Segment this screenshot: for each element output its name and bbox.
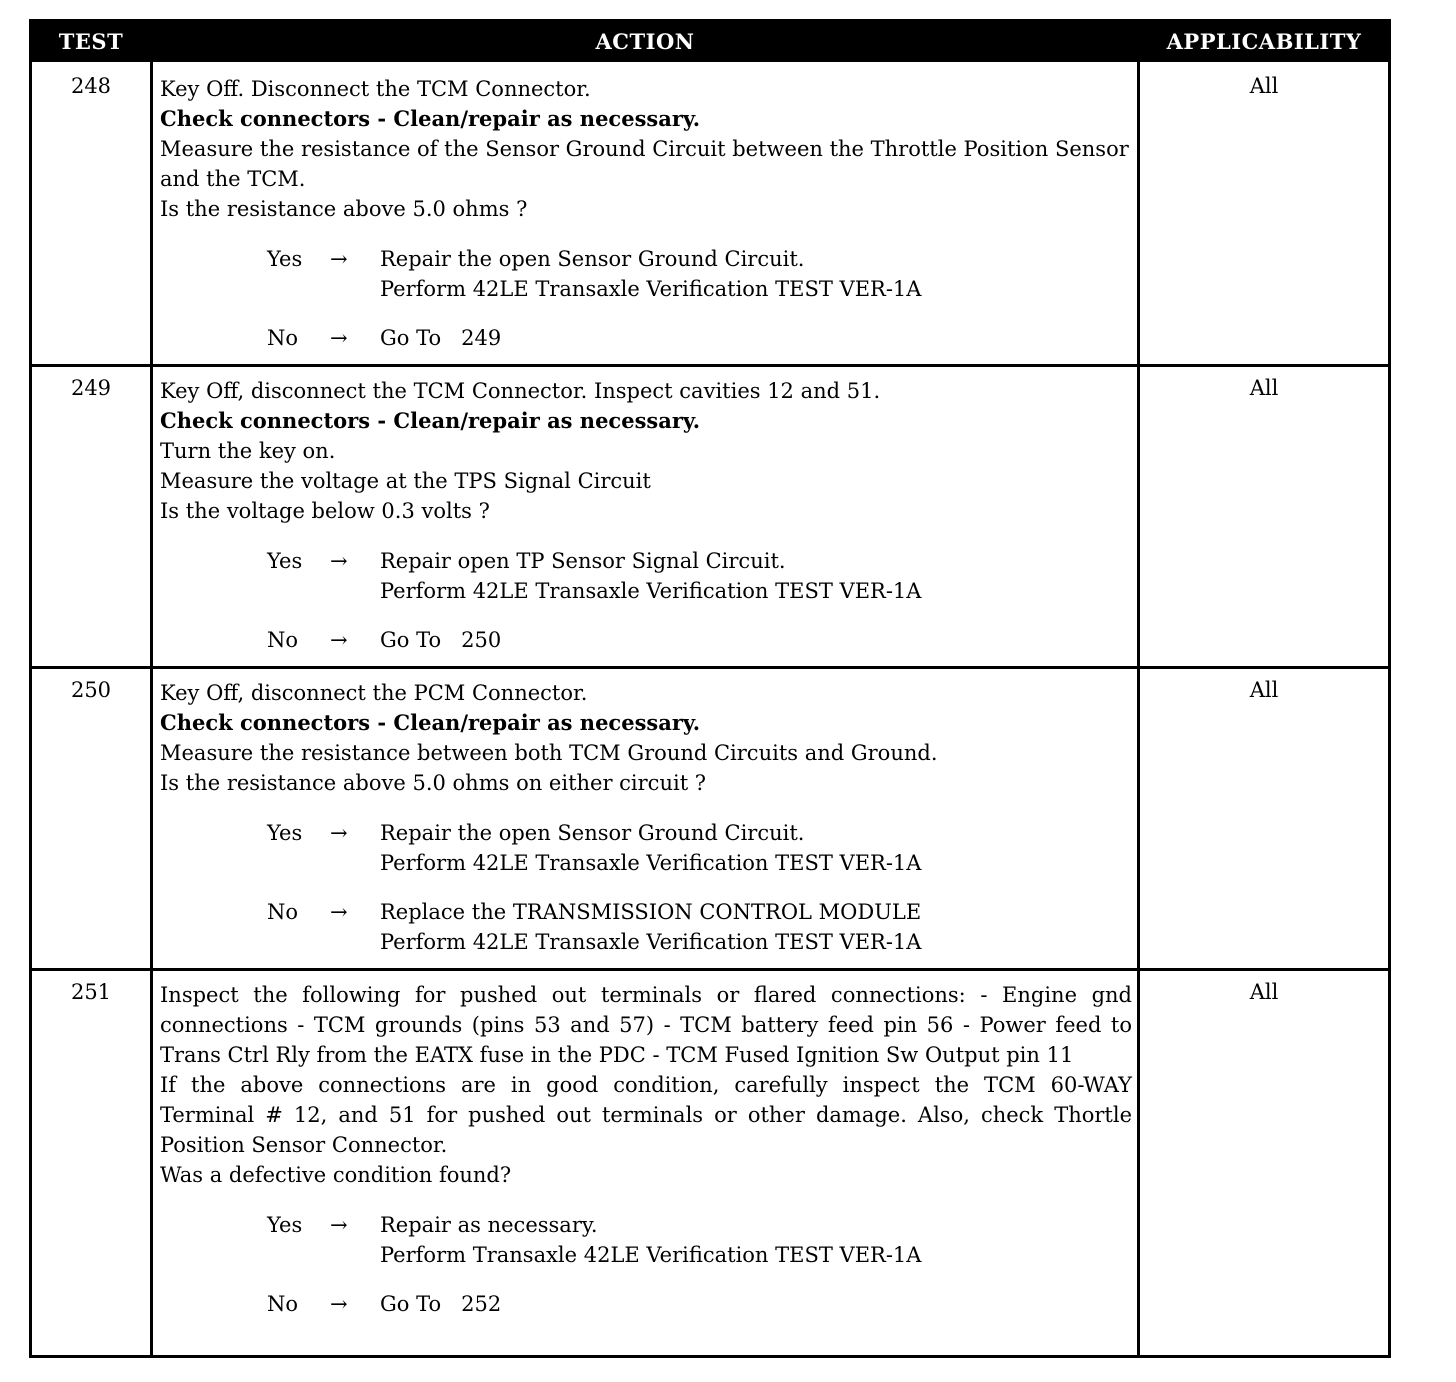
yes-option: [160, 546, 1132, 576]
table-row: [32, 364, 1388, 666]
action-cell: [160, 74, 1132, 353]
arrow-icon: →: [330, 900, 348, 924]
yes-result: Repair the open Sensor Ground Circuit.: [380, 821, 805, 845]
header-action: ACTION: [595, 29, 695, 54]
test-number: 251: [70, 980, 112, 1004]
yes-option-cont: [160, 848, 1132, 878]
no-option: [160, 323, 1132, 353]
no-result: Go To 252: [380, 1292, 502, 1316]
action-line: Is the resistance above 5.0 ohms on either circuit ?: [160, 771, 707, 795]
yes-label: Yes: [267, 549, 303, 573]
action-cell: [160, 678, 1132, 957]
applicability-cell: All: [1249, 980, 1279, 1004]
action-line: If the above connections are in good condition, carefully inspect the TCM 60-WAY Terminal # 12, and 51 for pushed out terminals or other damage. Also, check Thortle Position Sensor Connector.: [160, 1073, 1132, 1157]
action-line: Measure the resistance between both TCM Ground Circuits and Ground.: [160, 741, 938, 765]
yes-result: Repair the open Sensor Ground Circuit.: [380, 247, 805, 271]
diagnostic-test-table: [29, 19, 1391, 1358]
no-result: Replace the TRANSMISSION CONTROL MODULE: [380, 900, 922, 924]
header-test: TEST: [58, 29, 124, 54]
arrow-icon: →: [330, 628, 348, 652]
test-number: 248: [70, 74, 112, 98]
table-row: [32, 62, 1388, 364]
yes-option-cont: [160, 274, 1132, 304]
no-label: No: [267, 900, 299, 924]
yes-option: [160, 1210, 1132, 1240]
test-number: 250: [70, 678, 112, 702]
action-line: Was a defective condition found?: [160, 1163, 512, 1187]
action-line-bold: Check connectors - Clean/repair as necessary.: [160, 106, 701, 131]
applicability-cell: All: [1249, 74, 1279, 98]
no-option: [160, 625, 1132, 655]
no-option-cont: [160, 927, 1132, 957]
action-cell: [160, 980, 1132, 1319]
yes-option-cont: [160, 1240, 1132, 1270]
yes-result: Repair as necessary.: [380, 1213, 598, 1237]
action-line: Key Off. Disconnect the TCM Connector.: [160, 77, 591, 101]
action-line: Is the resistance above 5.0 ohms ?: [160, 197, 528, 221]
yes-result: Repair open TP Sensor Signal Circuit.: [380, 549, 786, 573]
no-result: Go To 250: [380, 628, 502, 652]
yes-result: Perform 42LE Transaxle Verification TEST VER-1A: [380, 851, 922, 875]
action-cell: [160, 376, 1132, 655]
yes-option: [160, 818, 1132, 848]
arrow-icon: →: [330, 247, 348, 271]
no-label: No: [267, 1292, 299, 1316]
action-line: Measure the resistance of the Sensor Ground Circuit between the Throttle Position Sensor and the TCM.: [160, 137, 1129, 191]
yes-option: [160, 244, 1132, 274]
yes-result: Perform 42LE Transaxle Verification TEST VER-1A: [380, 579, 922, 603]
yes-result: Perform Transaxle 42LE Verification TEST VER-1A: [380, 1243, 922, 1267]
action-line: Turn the key on.: [160, 439, 336, 463]
arrow-icon: →: [330, 549, 348, 573]
yes-result: Perform 42LE Transaxle Verification TEST VER-1A: [380, 277, 922, 301]
action-line: Measure the voltage at the TPS Signal Circuit: [160, 469, 651, 493]
no-label: No: [267, 326, 299, 350]
arrow-icon: →: [330, 1292, 348, 1316]
applicability-cell: All: [1249, 376, 1279, 400]
action-line: Key Off, disconnect the PCM Connector.: [160, 681, 588, 705]
action-line-bold: Check connectors - Clean/repair as necessary.: [160, 408, 701, 433]
table-row: [32, 968, 1388, 1355]
arrow-icon: →: [330, 326, 348, 350]
arrow-icon: →: [330, 1213, 348, 1237]
header-applicability: APPLICABILITY: [1166, 29, 1362, 54]
no-option: [160, 897, 1132, 927]
table-row: [32, 666, 1388, 968]
action-line: Key Off, disconnect the TCM Connector. Inspect cavities 12 and 51.: [160, 379, 881, 403]
no-label: No: [267, 628, 299, 652]
yes-label: Yes: [267, 1213, 303, 1237]
yes-label: Yes: [267, 247, 303, 271]
test-number: 249: [70, 376, 112, 400]
yes-label: Yes: [267, 821, 303, 845]
yes-option-cont: [160, 576, 1132, 606]
no-option: [160, 1289, 1132, 1319]
action-line: Is the voltage below 0.3 volts ?: [160, 499, 490, 523]
action-line: Inspect the following for pushed out terminals or flared connections: - Engine gnd connections - TCM grounds (pins 53 and 57) - TCM battery feed pin 56 - Power feed to Trans Ctrl Rly from the EATX fuse in the PDC - TCM Fused Ignition Sw Output pin 11: [160, 983, 1132, 1067]
arrow-icon: →: [330, 821, 348, 845]
table-header: [32, 22, 1388, 62]
no-result: Go To 249: [380, 326, 502, 350]
action-line-bold: Check connectors - Clean/repair as necessary.: [160, 710, 701, 735]
applicability-cell: All: [1249, 678, 1279, 702]
no-result: Perform 42LE Transaxle Verification TEST VER-1A: [380, 930, 922, 954]
